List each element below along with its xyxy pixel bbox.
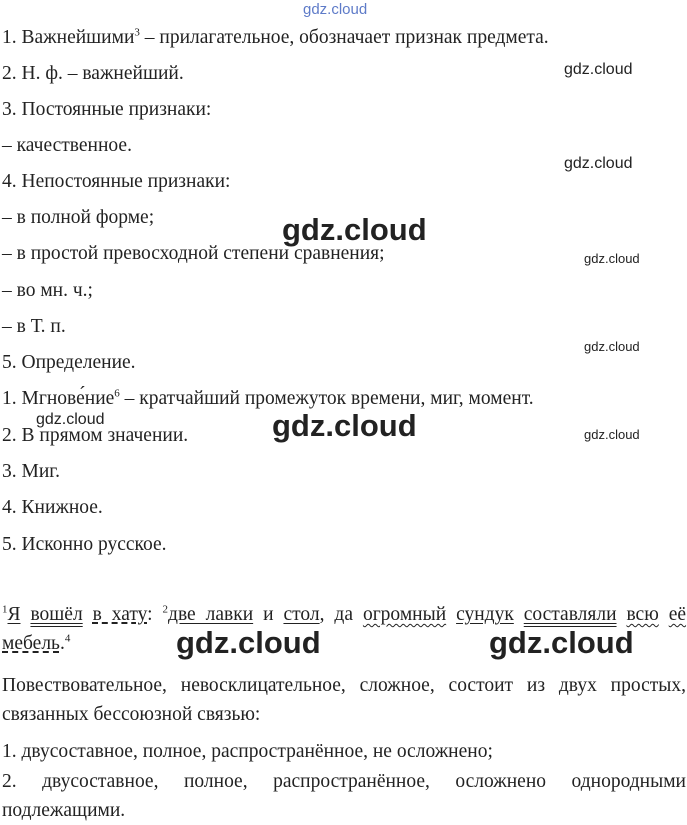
watermark: gdz.cloud	[584, 251, 640, 266]
analysis-line-7: – в простой превосходной степени сравнения;	[2, 243, 385, 264]
watermark: gdz.cloud	[176, 625, 321, 660]
analysis-line-2: 2. Н. ф. – важнейший.	[2, 63, 184, 84]
word-analysis-line-1: 1. Мгнове́ние$^6$ – кратчайший промежуток времени, миг, момент.	[2, 387, 534, 409]
watermark: gdz.cloud	[282, 212, 427, 247]
watermark: gdz.cloud	[489, 625, 634, 660]
analysis-line-1: 1. Важнейшими$^3$ – прилагательное, обозначает признак предмета.	[2, 26, 549, 48]
watermark: gdz.cloud	[584, 339, 640, 354]
watermark: gdz.cloud	[272, 408, 417, 443]
analysis-line-6: – в полной форме;	[2, 207, 155, 228]
analysis-line-10: 5. Определение.	[2, 352, 136, 373]
analysis-line-5: 4. Непостоянные признаки:	[2, 171, 231, 192]
word-analysis-line-3: 3. Миг.	[2, 461, 60, 482]
analysis-line-9: – в Т. п.	[2, 316, 66, 337]
analysis-line-4: – качественное.	[2, 135, 132, 156]
analysis-line-3: 3. Постоянные признаки:	[2, 99, 212, 120]
word-analysis-line-5: 5. Исконно русское.	[2, 534, 167, 555]
word-analysis-line-4: 4. Книжное.	[2, 497, 103, 518]
analysis-line-8: – во мн. ч.;	[2, 280, 93, 301]
clause-2: 2. двусоставное, полное, распространённое, осложнено однородными подлежащими.	[2, 771, 686, 821]
clause-1: 1. двусоставное, полное, распространённое, не осложнено;	[2, 741, 493, 762]
sentence-description: Повествовательное, невосклицательное, сложное, состоит из двух простых, связанных бессоюзной связью:	[2, 675, 686, 725]
watermark: gdz.cloud	[564, 155, 633, 172]
word-analysis-line-2: 2. В прямом значении.	[2, 425, 189, 446]
watermark: gdz.cloud	[584, 427, 640, 442]
parsed-sentence: $^1$Я вошёл в хату: $^2$две лавки и стол, да огромный сундук составляли всю её мебель.$^4$	[2, 603, 687, 654]
watermark: gdz.cloud	[564, 61, 633, 78]
watermark-top: gdz.cloud	[303, 1, 368, 18]
watermark: gdz.cloud	[36, 411, 105, 428]
